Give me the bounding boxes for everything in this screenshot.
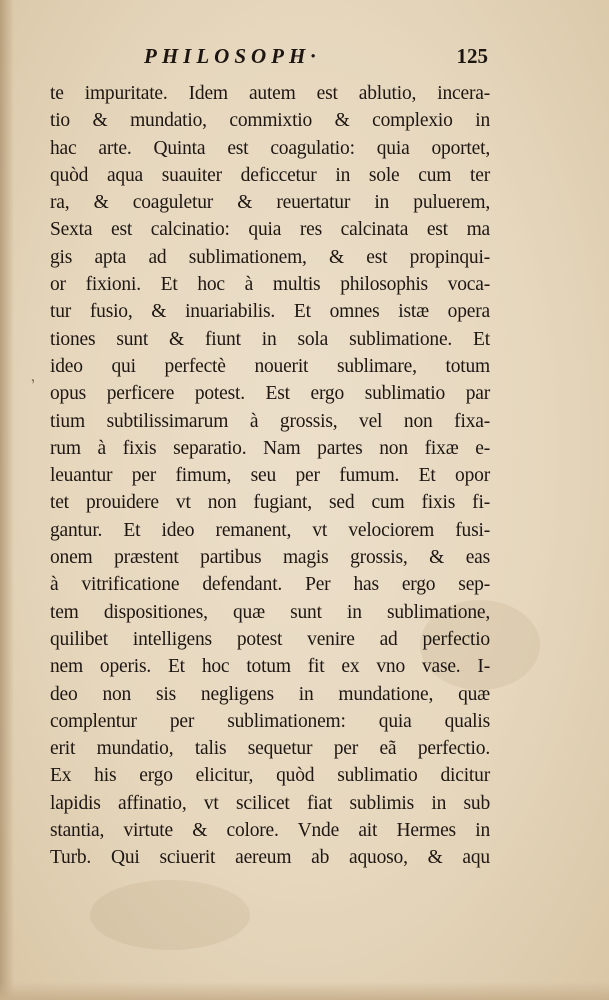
text-line: nem operis. Et hoc totum fit ex vno vase. I- [50,656,490,678]
text-line: onem præstent partibus magis grossis, & eas [50,547,490,569]
text-line: tio & mundatio, commixtio & complexio in [50,110,490,132]
text-line: complentur per sublimationem: quia qualis [50,710,490,732]
text-line: tem dispositiones, quæ sunt in sublimatione, [50,601,490,623]
text-line: ra, & coaguletur & reuertatur in puluerem, [50,192,490,214]
paper-stain [90,880,250,950]
text-line: à vitrificatione defendant. Per has ergo sep- [50,574,490,596]
text-line: ideo qui perfectè nouerit sublimare, totum [50,355,490,377]
running-head [140,44,488,74]
text-line: rum à fixis separatio. Nam partes non fixæ e- [50,437,490,459]
text-line: deo non sis negligens in mundatione, quæ [50,683,490,705]
running-title: PHILOSOPH· [144,44,321,68]
text-line: Sexta est calcinatio: quia res calcinata est ma [50,219,490,241]
text-line: tium subtilissimarum à grossis, vel non fixa- [50,410,490,432]
text-line: erit mundatio, talis sequetur per eã perfectio. [50,738,490,760]
text-line: tur fusio, & inuariabilis. Et omnes istæ opera [50,301,490,323]
body-text [50,80,490,872]
text-line: or fixioni. Et hoc à multis philosophis voca- [50,274,490,296]
text-line: leuantur per fimum, seu per fumum. Et opor [50,465,490,487]
text-line: tiones sunt & fiunt in sola sublimatione. Et [50,328,490,350]
text-line: te impuritate. Idem autem est ablutio, incera- [50,83,490,104]
page-number: 125 [456,44,488,68]
text-line: gis apta ad sublimationem, & est propinqui- [50,246,490,268]
text-line: lapidis affinatio, vt scilicet fiat sublimis in sub [50,792,490,814]
text-line: opus perficere potest. Est ergo sublimatio par [50,383,490,405]
text-line: Turb. Qui sciuerit aereum ab aquoso, & aqu [50,847,490,869]
margin-mark: , [27,367,37,386]
text-line: Ex his ergo elicitur, quòd sublimatio dicitur [50,765,490,787]
text-line: quòd aqua suauiter deficcetur in sole cum ter [50,164,490,186]
text-line: quilibet intelligens potest venire ad perfectio [50,628,490,650]
text-line: hac arte. Quinta est coagulatio: quia oportet, [50,137,490,159]
text-line: tet prouidere vt non fugiant, sed cum fixis fi- [50,492,490,514]
text-line: gantur. Et ideo remanent, vt velociorem fusi- [50,519,490,541]
text-line: stantia, virtute & colore. Vnde ait Hermes in [50,820,490,842]
